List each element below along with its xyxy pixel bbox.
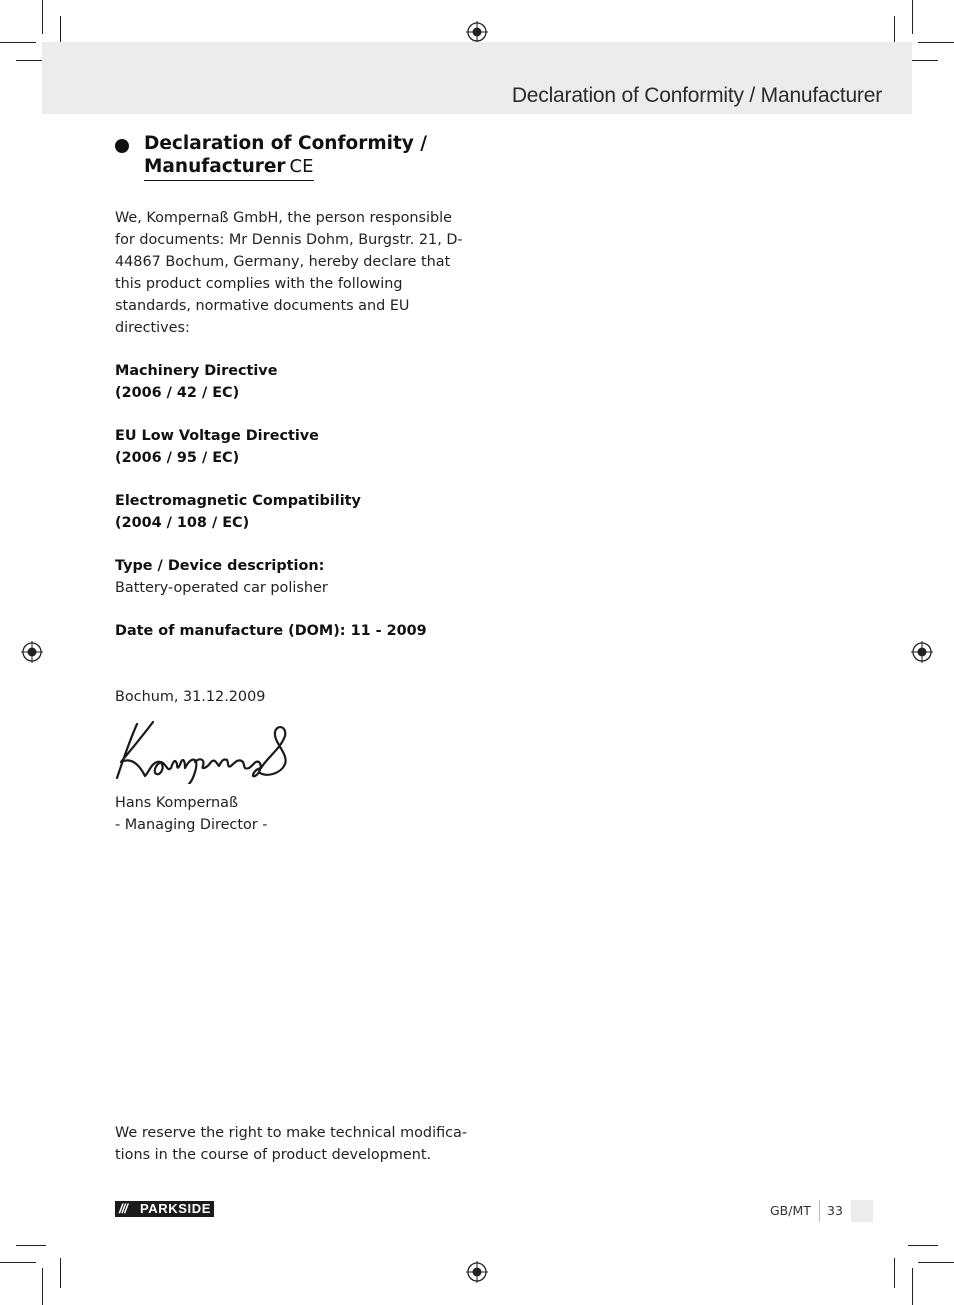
logo-stripes: /// (119, 1201, 127, 1216)
page-box (851, 1200, 873, 1222)
crop-mark (42, 1268, 43, 1305)
directive-name: Machinery Directive (115, 363, 278, 379)
place-date: Bochum, 31.12.2009 (115, 689, 266, 705)
heading-manufacturer: Manufacturer (144, 156, 286, 177)
crop-mark (894, 1258, 895, 1288)
crop-mark (908, 60, 938, 61)
crop-mark (908, 1245, 938, 1246)
registration-mark-icon (21, 641, 43, 663)
crop-mark (912, 1268, 913, 1305)
directive-code: (2006 / 95 / EC) (115, 450, 240, 466)
crop-mark (918, 42, 954, 43)
crop-mark (912, 0, 913, 34)
signatory-role: - Managing Director - (115, 817, 268, 833)
device-description (115, 555, 475, 599)
crop-mark (0, 1262, 36, 1263)
directive-machinery (115, 360, 475, 404)
footer-note: We reserve the right to make technical modifica- tions in the course of product development. (115, 1125, 468, 1163)
registration-mark-icon (466, 21, 488, 43)
language-code: GB/MT (770, 1203, 811, 1218)
page-header-title: Declaration of Conformity / Manufacturer (511, 84, 882, 107)
registration-mark-icon (911, 641, 933, 663)
crop-mark (918, 1262, 954, 1263)
crop-mark (60, 1258, 61, 1288)
registration-mark-icon (466, 1261, 488, 1283)
brand-name: PARKSIDE (140, 1201, 212, 1216)
parkside-logo (115, 1201, 214, 1217)
directive-emc (115, 490, 475, 534)
directive-name: Electromagnetic Compatibility (115, 493, 361, 509)
heading-line-1: Declaration of Conformity / (144, 133, 428, 154)
directive-name: EU Low Voltage Directive (115, 428, 319, 444)
directive-low-voltage (115, 425, 475, 469)
device-value: Battery-operated car polisher (115, 580, 328, 596)
page-divider (819, 1200, 820, 1222)
page-number: 33 (827, 1203, 843, 1218)
crop-mark (16, 1245, 46, 1246)
declaration-text: We, Kompernaß GmbH, the person responsible for documents: Mr Dennis Dohm, Burgstr. 21, D-44867 Bochum, Germany, hereby declare that this product complies with the following standards, normative documents and EU directives: (115, 210, 463, 336)
signatory-name: Hans Kompernaß (115, 795, 239, 811)
section-heading (115, 132, 475, 181)
ce-mark-icon: CE (289, 156, 314, 177)
heading-line-2 (144, 155, 314, 181)
directive-code: (2006 / 42 / EC) (115, 385, 240, 401)
directive-code: (2004 / 108 / EC) (115, 515, 250, 531)
crop-mark (0, 42, 36, 43)
signature-image (115, 718, 290, 784)
crop-mark (42, 0, 43, 34)
content-column (115, 132, 475, 836)
device-label: Type / Device description: (115, 558, 325, 574)
bullet-icon (115, 139, 129, 153)
date-of-manufacture: Date of manufacture (DOM): 11 - 2009 (115, 623, 427, 639)
